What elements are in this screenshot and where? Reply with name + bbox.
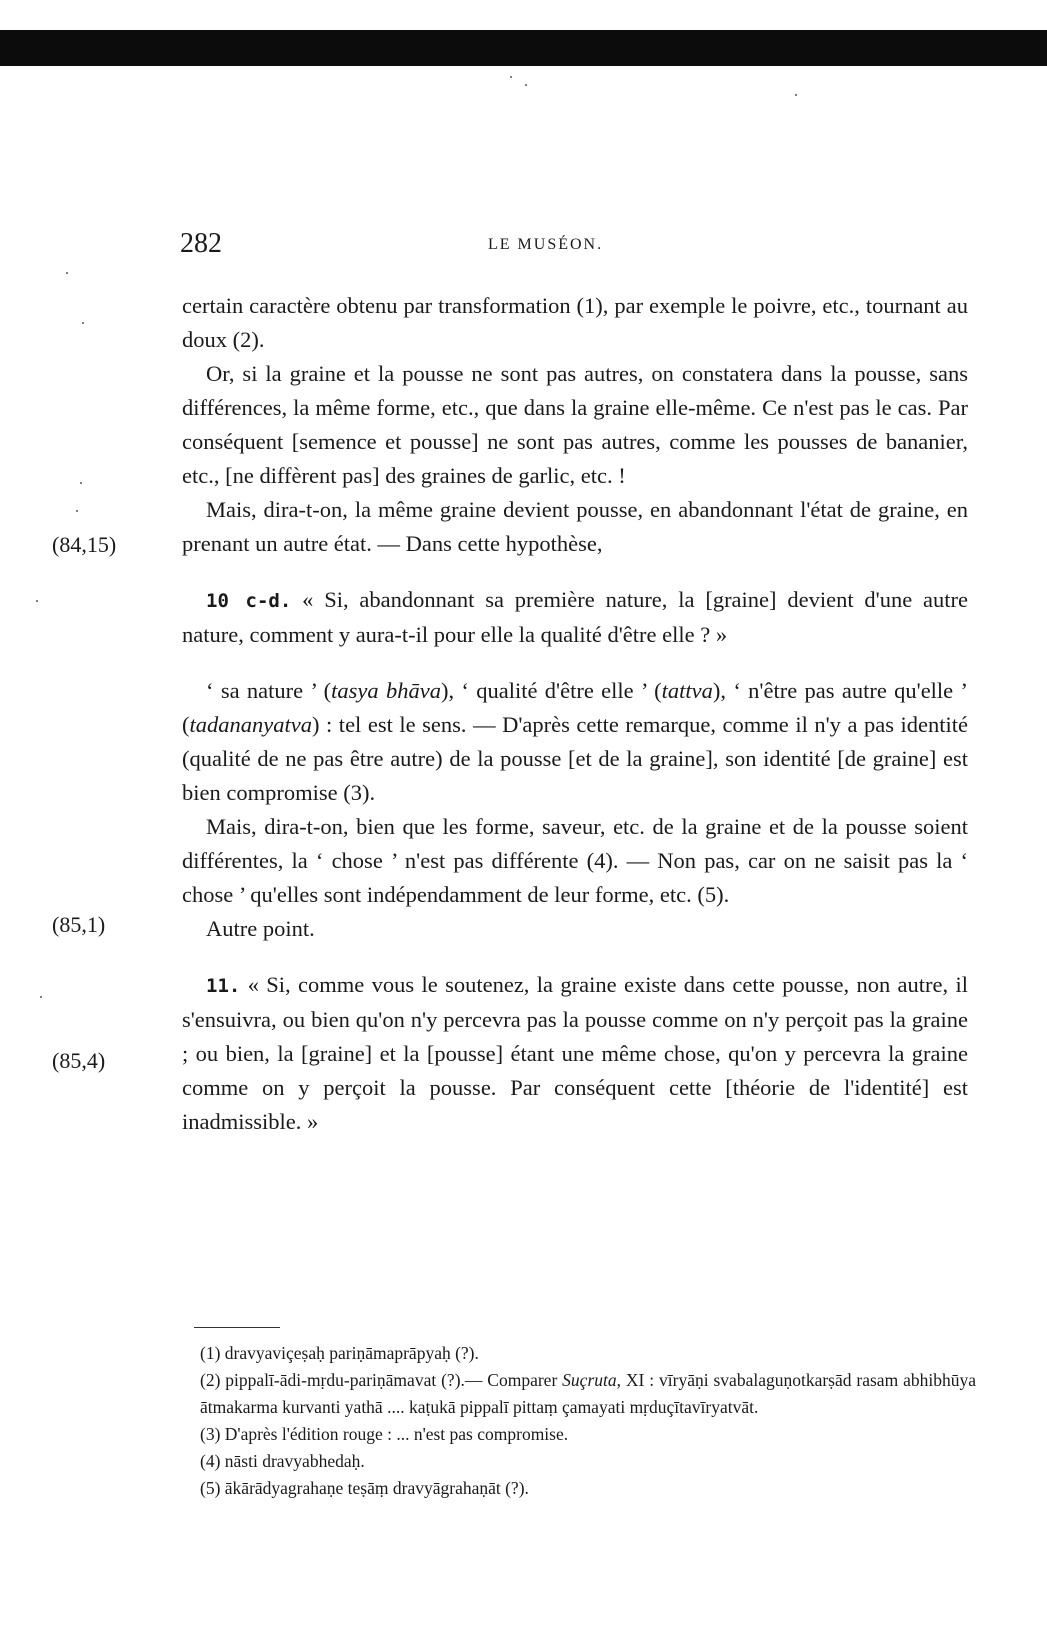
page-header bbox=[0, 228, 1047, 268]
text-run: , XI : vīryāṇi svabalaguṇotkarṣād rasam abhibhūya ātmakarma kurvanti yathā .... kaṭukā pippalī pittaṃ çamayati mṛduçītavīryatvāt. bbox=[200, 1370, 976, 1417]
paragraph: Mais, dira-t-on, bien que les forme, saveur, etc. de la graine et de la pousse soient différentes, la ‘ chose ’ n'est pas différente (4). — Non pas, car on ne saisit pas la ‘ chose ’ qu'elles sont indépendamment de leur forme, etc. (5). bbox=[182, 814, 968, 907]
verse bbox=[182, 583, 968, 652]
page-number: 282 bbox=[180, 228, 222, 259]
scan-speck bbox=[82, 322, 84, 324]
footnote: (5) ākārādyagrahaṇe teṣāṃ dravyāgrahaṇāt (?). bbox=[200, 1478, 529, 1498]
text-run: ), ‘ qualité d'être elle ’ ( bbox=[440, 678, 662, 703]
verse-number: 11. bbox=[206, 975, 241, 997]
running-title: LE MUSÉON. bbox=[488, 236, 604, 253]
footnote: (1) dravyaviçeṣaḥ pariṇāmaprāpyaḥ (?). bbox=[200, 1343, 479, 1363]
verse bbox=[182, 968, 968, 1139]
footnotes bbox=[190, 1340, 976, 1502]
body-text-column bbox=[182, 289, 968, 1139]
citation-title: Suçruta bbox=[562, 1370, 617, 1390]
margin-ref: (84,15) bbox=[52, 532, 117, 557]
footnote: (3) D'après l'édition rouge : ... n'est pas compromise. bbox=[200, 1424, 569, 1444]
verse-number: 10 c-d. bbox=[206, 590, 292, 612]
scan-speck bbox=[36, 600, 38, 602]
text-run: ), ‘ n'être pas autre qu'elle ’ ( bbox=[182, 678, 969, 737]
sanskrit-term: tadananyatva bbox=[189, 712, 312, 737]
scan-speck bbox=[76, 510, 78, 512]
text-run: ‘ sa nature ’ ( bbox=[206, 678, 332, 703]
paragraph: Or, si la graine et la pousse ne sont pas autres, on constatera dans la pousse, sans différences, la même forme, etc., que dans la graine elle-même. Ce n'est pas le cas. Par conséquent [semence et pousse] ne sont pas autres, comme les pousses de bananier, etc., [ne diffèrent pas] des graines de garlic, etc. ! bbox=[182, 361, 968, 488]
margin-ref: (85,1) bbox=[52, 912, 106, 937]
scan-speck bbox=[80, 482, 82, 484]
sanskrit-term: tasya bhāva bbox=[331, 678, 441, 703]
scan-speck bbox=[510, 76, 512, 78]
footnote bbox=[190, 1367, 976, 1421]
verse-text: « Si, abandonnant sa première nature, la [graine] devient d'une autre nature, comment y aura-t-il pour elle la qualité d'être elle ? » bbox=[182, 587, 969, 647]
scan-speck bbox=[795, 94, 797, 96]
margin-ref: (85,4) bbox=[52, 1048, 106, 1073]
footnote-separator bbox=[194, 1327, 280, 1328]
text-run: ) : tel est le sens. — D'après cette remarque, comme il n'y a pas identité (qualité de ne pas être autre) de la pousse [et de la graine], son identité [de graine] est bien compromise (3). bbox=[182, 712, 968, 805]
verse-text: « Si, comme vous le soutenez, la graine existe dans cette pousse, non autre, il s'ensuivra, ou bien qu'on n'y percevra pas la pousse comme on n'y perçoit pas la graine ; ou bien, la [graine] et la [pousse] étant une même chose, qu'on y percevra la graine comme on y perçoit la pousse. Par conséquent cette [théorie de l'identité] est inadmissible. » bbox=[182, 972, 969, 1134]
scan-speck bbox=[525, 84, 527, 86]
sanskrit-term: tattva bbox=[661, 678, 713, 703]
scan-border-bar bbox=[0, 30, 1047, 66]
paragraph: certain caractère obtenu par transformation (1), par exemple le poivre, etc., tournant au doux (2). bbox=[182, 293, 968, 352]
scan-speck bbox=[40, 996, 42, 998]
commentary-paragraph bbox=[182, 674, 968, 810]
paragraph: Autre point. bbox=[206, 916, 315, 941]
text-run: (2) pippalī-ādi-mṛdu-pariṇāmavat (?).— Comparer bbox=[200, 1370, 563, 1390]
scan-speck bbox=[66, 272, 68, 274]
paragraph: Mais, dira-t-on, la même graine devient pousse, en abandonnant l'état de graine, en prenant un autre état. — Dans cette hypothèse, bbox=[182, 497, 968, 556]
footnote: (4) nāsti dravyabhedaḥ. bbox=[200, 1451, 365, 1471]
